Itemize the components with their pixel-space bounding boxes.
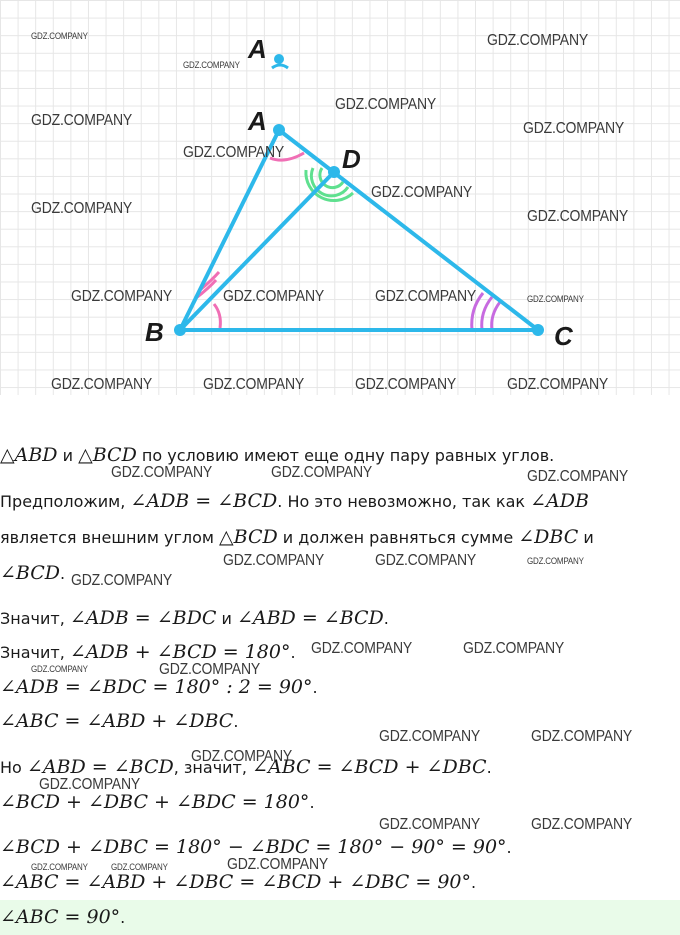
text-fragment: . — [471, 873, 477, 892]
text-fragment: . — [290, 643, 296, 662]
math-expression: △ABD — [0, 444, 58, 466]
math-expression: ∠ADB = ∠BDC = 180° : 2 = 90° — [0, 676, 313, 698]
watermark: GDZ.COMPANY — [31, 110, 132, 129]
cropped-arc — [272, 65, 288, 68]
solution-line — [0, 675, 680, 700]
text-fragment: по условию имеют еще одну пару равных углов. — [136, 446, 555, 465]
math-expression: ∠ABC = ∠ABD + ∠DBC = ∠BCD + ∠DBC = 90° — [0, 871, 472, 893]
text-fragment: , значит, — [173, 758, 253, 777]
text-fragment: и — [578, 528, 594, 547]
point-a — [273, 124, 285, 136]
solution-line — [0, 606, 680, 631]
text-fragment: . — [60, 564, 66, 583]
math-expression: ∠ABC = ∠BCD + ∠DBC — [252, 756, 487, 778]
math-expression: ∠ABD = ∠BCD — [26, 756, 174, 778]
watermark: GDZ.COMPANY — [191, 746, 292, 765]
math-expression: ∠ABD = ∠BCD — [236, 607, 384, 629]
text-fragment: . — [309, 793, 315, 812]
text-fragment: . — [312, 678, 318, 697]
math-expression: ∠ABC = ∠ABD + ∠DBC — [0, 710, 234, 732]
watermark: GDZ.COMPANY — [375, 286, 476, 305]
solution-line — [0, 525, 680, 550]
watermark: GDZ.COMPANY — [379, 726, 480, 745]
point-b — [174, 324, 186, 336]
label-a-top: A — [248, 34, 267, 64]
watermark: GDZ.COMPANY — [203, 374, 304, 393]
text-fragment: . — [120, 908, 126, 927]
watermark: GDZ.COMPANY — [159, 659, 260, 678]
math-expression: ∠BCD + ∠DBC = 180° − ∠BDC = 180° − 90° = 90° — [0, 836, 507, 858]
math-expression: ∠ADB = ∠BDC — [69, 607, 217, 629]
watermark: GDZ.COMPANY — [39, 774, 140, 793]
watermark: GDZ.COMPANY — [31, 31, 88, 42]
watermark: GDZ.COMPANY — [51, 374, 152, 393]
math-expression: ∠ADB + ∠BCD = 180° — [69, 641, 291, 663]
math-expression: ∠ADB — [530, 490, 589, 512]
text-fragment: и должен равняться сумме — [277, 528, 519, 547]
label-b: B — [145, 317, 164, 347]
answer-line — [0, 905, 680, 930]
label-c: C — [554, 321, 573, 351]
watermark: GDZ.COMPANY — [527, 556, 584, 567]
watermark: GDZ.COMPANY — [183, 60, 240, 71]
text-fragment: . — [506, 838, 512, 857]
point-d — [328, 166, 340, 178]
watermark: GDZ.COMPANY — [223, 550, 324, 569]
watermark: GDZ.COMPANY — [111, 462, 212, 481]
math-expression: ∠ADB = ∠BCD — [130, 490, 278, 512]
text-fragment: и — [57, 446, 79, 465]
watermark: GDZ.COMPANY — [71, 286, 172, 305]
segment-bd — [180, 172, 334, 330]
watermark: GDZ.COMPANY — [355, 374, 456, 393]
point-a-top — [274, 54, 284, 64]
math-expression: ∠BCD + ∠DBC + ∠BDC = 180° — [0, 791, 310, 813]
watermark: GDZ.COMPANY — [227, 854, 328, 873]
text-fragment: Значит, — [0, 609, 70, 628]
solution-line — [0, 489, 680, 514]
text-fragment: . Но это невозможно, так как — [277, 492, 531, 511]
point-c — [532, 324, 544, 336]
text-fragment: является внешним углом — [0, 528, 220, 547]
watermark: GDZ.COMPANY — [31, 664, 88, 675]
watermark: GDZ.COMPANY — [335, 94, 436, 113]
watermark: GDZ.COMPANY — [271, 462, 372, 481]
watermark: GDZ.COMPANY — [71, 570, 172, 589]
watermark: GDZ.COMPANY — [531, 726, 632, 745]
watermark: GDZ.COMPANY — [311, 638, 412, 657]
watermark: GDZ.COMPANY — [507, 374, 608, 393]
watermark: GDZ.COMPANY — [463, 638, 564, 657]
text-fragment: Значит, — [0, 643, 70, 662]
angle-arc-c-3 — [492, 302, 500, 330]
label-a: A — [248, 106, 267, 136]
solution-line — [0, 870, 680, 895]
math-expression: △BCD — [78, 444, 137, 466]
math-expression: ∠DBC — [518, 526, 579, 548]
text-fragment: и — [216, 609, 237, 628]
solution-line — [0, 835, 680, 860]
text-fragment: . — [383, 609, 389, 628]
text-fragment: . — [233, 712, 239, 731]
watermark: GDZ.COMPANY — [531, 814, 632, 833]
text-fragment: . — [486, 758, 492, 777]
watermark: GDZ.COMPANY — [527, 206, 628, 225]
math-expression: △BCD — [219, 526, 278, 548]
solution-line — [0, 790, 680, 815]
watermark: GDZ.COMPANY — [223, 286, 324, 305]
text-fragment: Но — [0, 758, 27, 777]
watermark: GDZ.COMPANY — [379, 814, 480, 833]
watermark: GDZ.COMPANY — [371, 182, 472, 201]
math-expression: ∠ABC = 90° — [0, 906, 121, 928]
watermark: GDZ.COMPANY — [31, 862, 88, 873]
answer-box — [0, 900, 680, 935]
math-expression: ∠BCD — [0, 562, 61, 584]
watermark: GDZ.COMPANY — [375, 550, 476, 569]
watermark: GDZ.COMPANY — [527, 466, 628, 485]
watermark: GDZ.COMPANY — [111, 862, 168, 873]
angle-arc-b-1 — [214, 304, 220, 328]
watermark: GDZ.COMPANY — [527, 294, 584, 305]
watermark: GDZ.COMPANY — [487, 30, 588, 49]
watermark: GDZ.COMPANY — [523, 118, 624, 137]
label-d: D — [342, 144, 361, 174]
watermark: GDZ.COMPANY — [183, 142, 284, 161]
watermark: GDZ.COMPANY — [31, 198, 132, 217]
text-fragment: Предположим, — [0, 492, 131, 511]
